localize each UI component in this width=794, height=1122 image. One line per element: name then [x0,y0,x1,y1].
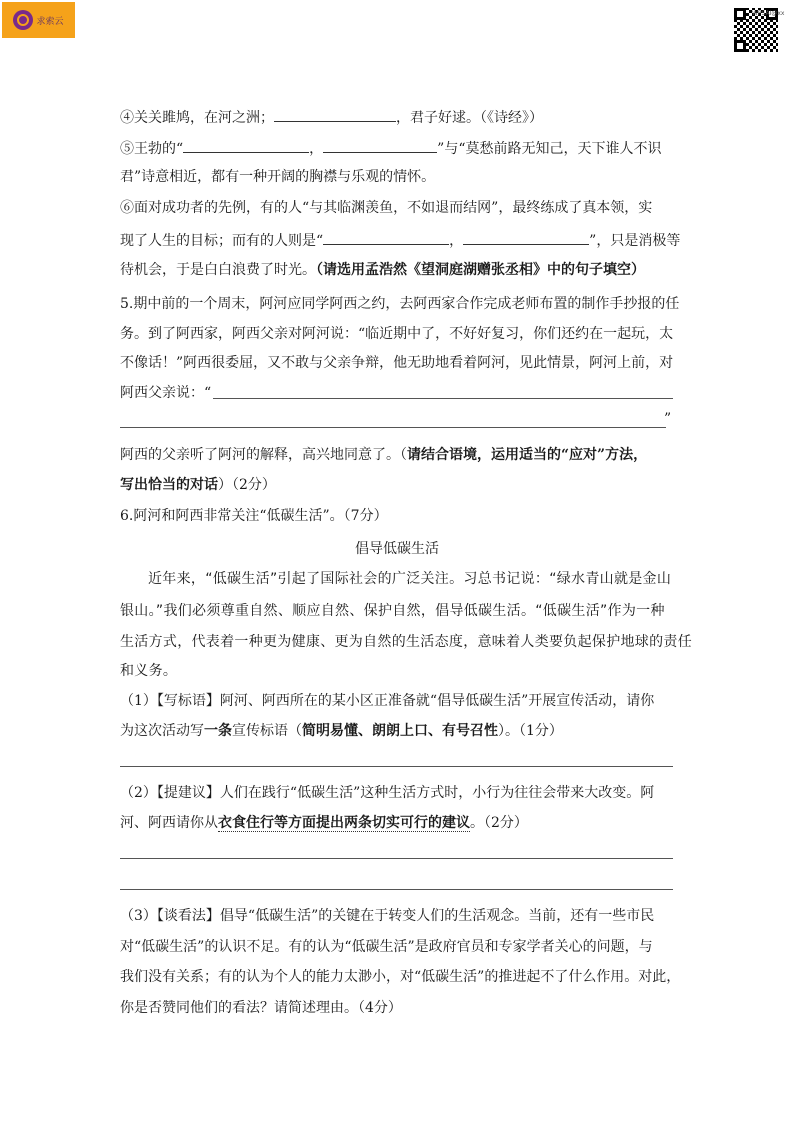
q5-line-4: 阿西父亲说：“ [120,385,212,401]
qr-caption: WPSAI@xx [752,10,785,17]
answer-line[interactable] [120,766,673,767]
text: 待机会，于是白白浪费了时光。 [120,262,316,278]
passage-line: 银山。”我们必须尊重自然、顺应自然、保护自然，倡导低碳生活。“低碳生活”作为一种 [120,603,665,619]
answer-blank[interactable] [323,138,437,153]
text: ）。（1分） [498,723,563,739]
answer-line[interactable] [120,858,673,859]
q6-p2-line-2 [120,814,528,832]
answer-blank[interactable] [183,138,309,153]
q4-line-6a: ⑥面对成功者的先例，有的人“与其临渊羡鱼，不如退而结网”，最终练成了真本领，实 [120,200,653,216]
brand-logo [2,2,75,38]
passage-title: 倡导低碳生活 [355,541,439,557]
logo-text: 求索云 [36,16,64,27]
text: 为这次活动写 [120,723,204,739]
logo-icon [13,10,33,30]
text: ， [309,141,324,157]
instruction-text: （请选用孟浩然《望洞庭湖赠张丞相》中的句子填空） [316,262,645,278]
text: ④关关雎鸠，在河之洲； [120,110,274,126]
answer-line[interactable] [120,889,673,890]
q4-line-6b [120,230,680,250]
q6-title: 6.阿河和阿西非常关注“低碳生活”。（7分） [120,508,388,524]
emphasis-text: 一条 [204,723,232,739]
instruction-text: 衣食住行等方面提出两条切实可行的建议 [218,815,470,831]
answer-line[interactable] [120,427,666,428]
text: 宣传标语（ [232,723,302,739]
text: 阿西的父亲听了阿河的解释，高兴地同意了。（ [120,447,407,463]
instruction-text: 简明易懂、朗朗上口、有号召性 [302,723,498,739]
text: 现了人生的目标；而有的人则是“ [120,233,324,249]
text: ⑤王勃的“ [120,141,184,157]
instruction-text: 写出恰当的对话 [120,477,218,493]
instruction-text: 请结合语境，运用适当的“应对”方法， [407,447,648,463]
passage-line: 近年来，“低碳生活”引起了国际社会的广泛关注。习总书记说：“绿水青山就是金山 [148,571,672,587]
q6-p2-line-1: （2）【提建议】人们在践行“低碳生活”这种生活方式时，小行为往往会带来大改变。阿 [120,785,655,801]
q5-line-1: 5.期中前的一个周末，阿河应同学阿西之约，去阿西家合作完成老师布置的制作手抄报的任 [120,296,680,312]
q5-line-5 [120,446,647,464]
text: ，君子好逑。（《诗经》） [396,110,543,126]
q6-p3-line-2: 对“低碳生活”的认识不足。有的认为“低碳生活”是政府官员和专家学者关心的问题，与 [120,939,653,955]
q6-p3-line-4: 你是否赞同他们的看法？请简述理由。（4分） [120,1000,402,1016]
q5-line-3: 不像话！”阿西很委屈，又不敢与父亲争辩，他无助地看着阿河，见此情景，阿河上前，对 [120,355,674,371]
answer-blank[interactable] [274,107,396,122]
q5-line-6 [120,476,276,494]
q4-line-4 [120,107,543,127]
q6-p1-line-2 [120,722,563,740]
q6-p3-line-3: 我们没有关系；有的认为个人的能力太渺小，对“低碳生活”的推进起不了什么作用。对此， [120,969,681,985]
passage-line: 生活方式，代表着一种更为健康、更为自然的生活态度，意味着人类要负起保护地球的责任 [120,634,692,650]
text: ”，只是消极等 [589,233,681,249]
q4-line-5b: 君”诗意相近，都有一种开阔的胸襟与乐观的情怀。 [120,169,436,185]
answer-blank[interactable] [323,230,449,245]
text: ）（2分） [218,477,276,493]
text: ”与“莫愁前路无知己，天下谁人不识 [437,141,662,157]
answer-blank[interactable] [463,230,589,245]
q6-p3-line-1: （3）【谈看法】倡导“低碳生活”的关键在于转变人们的生活观念。当前，还有一些市民 [120,908,655,924]
answer-line[interactable] [213,398,673,399]
q5-end-quote: ” [664,411,672,427]
passage-line: 和义务。 [120,663,178,679]
text: ， [449,233,464,249]
q4-line-5a [120,138,662,158]
text: 。（2分） [470,815,528,831]
q6-p1-line-1: （1）【写标语】阿河、阿西所在的某小区正准备就“倡导低碳生活”开展宣传活动，请你 [120,693,655,709]
q5-line-2: 务。到了阿西家，阿西父亲对阿河说：“临近期中了，不好好复习，你们还约在一起玩，太 [120,326,674,342]
q4-line-6c [120,261,645,279]
text: 河、阿西请你从 [120,815,218,831]
